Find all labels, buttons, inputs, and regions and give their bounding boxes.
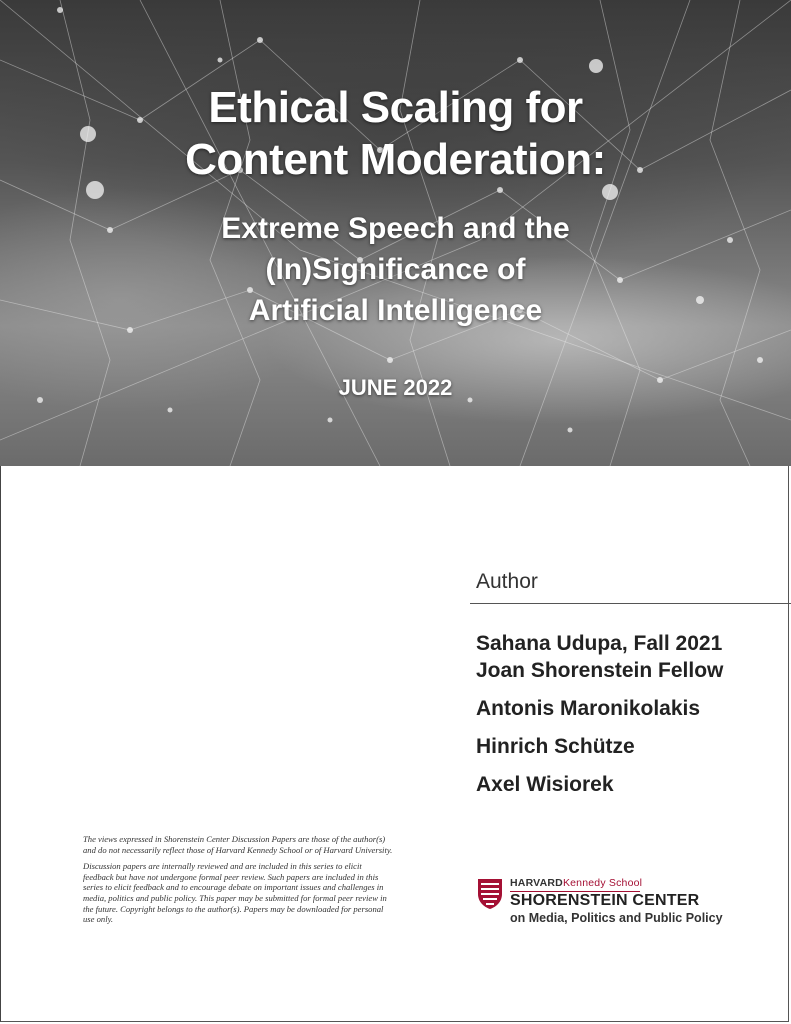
- kennedy-school-word: Kennedy School: [562, 877, 643, 889]
- subtitle-line-2: (In)Significance of: [265, 253, 526, 286]
- author-name: Hinrich Schütze: [476, 735, 635, 758]
- cover-image: [0, 0, 791, 466]
- author-divider: [470, 603, 791, 604]
- author-heading: Author: [476, 570, 538, 593]
- author-affiliation: Joan Shorenstein Fellow: [476, 659, 724, 682]
- publication-date: JUNE 2022: [338, 375, 453, 400]
- author-name: Antonis Maronikolakis: [476, 697, 701, 720]
- disclaimer-text: [83, 834, 393, 931]
- author-name: Axel Wisiorek: [476, 773, 614, 796]
- disclaimer-paragraph-2: Discussion papers are internally reviewed and are included in this series to elicit feedback but have not undergone formal peer review. Such papers are included in this series to elicit feedback and to encourage debate on important issues and challenges in media, politics and public policy. This paper may be submitted for formal peer review in the future. Copyright belongs to the author(s). Papers may be downloaded for personal use only.: [83, 861, 387, 925]
- document-title: [0, 82, 791, 186]
- center-subtitle: on Media, Politics and Public Policy: [510, 911, 723, 925]
- subtitle-line-3: Artificial Intelligence: [248, 294, 543, 327]
- author-list: [476, 630, 723, 798]
- hks-wordmark: [510, 877, 642, 889]
- center-name: SHORENSTEIN CENTER: [510, 892, 700, 909]
- author-name: Sahana Udupa, Fall 2021: [476, 632, 723, 655]
- subtitle-line-1: Extreme Speech and the: [221, 212, 570, 245]
- title-line-1: Ethical Scaling for: [208, 83, 583, 132]
- document-subtitle: [0, 208, 791, 331]
- disclaimer-paragraph-1: The views expressed in Shorenstein Center Discussion Papers are those of the author(s) and do not necessarily reflect those of Harvard Kennedy School or of Harvard University.: [83, 834, 393, 855]
- harvard-shield-icon: [477, 878, 503, 910]
- title-line-2: Content Moderation:: [185, 135, 606, 184]
- harvard-word: HARVARD: [510, 877, 563, 889]
